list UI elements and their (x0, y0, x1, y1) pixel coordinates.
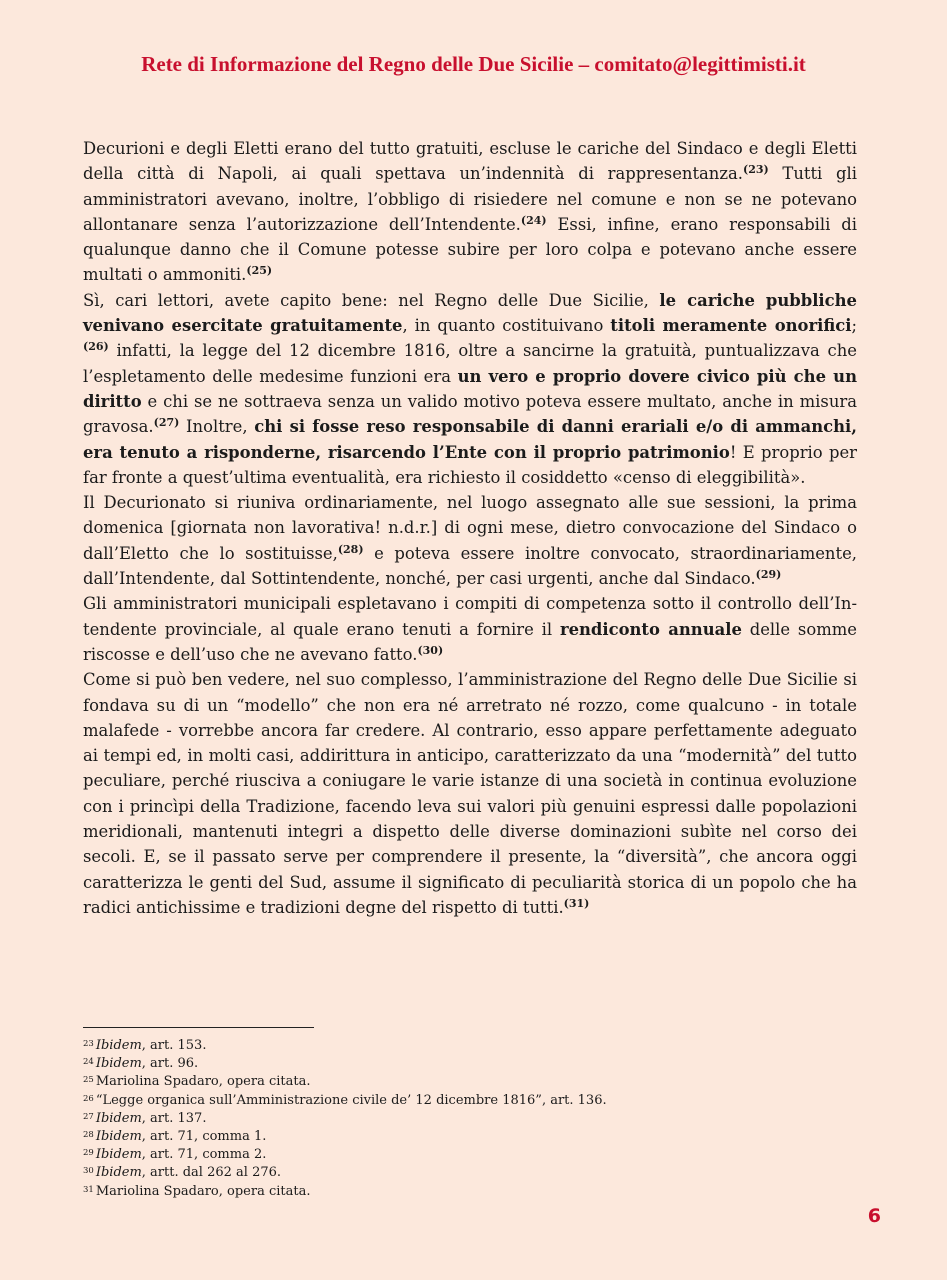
text-run: Essi, infine, erano responsabili di qualunque danno che il Comune potesse subire per loro colpa e potevano anche essere multati o ammoniti. (83, 214, 857, 285)
text-run: Come si può ben vedere, nel suo complesso, l’amministrazione del Regno delle Due Sicilie si fondava su di un “modello” che non era né arretrato né rozzo, come qualcuno - in totale malafede - vorrebbe ancora far credere. Al contrario, esso appare perfettamente adeguato ai tempi ed, in molti casi, addirittura in anticipo, caratterizzato da una “modernità” del tutto peculiare, perché riusciva a coniugare le varie istanze di una società in continua evoluzione con i princìpi della Tradizione, facendo leva sui valori più genuini espressi dalle popolazioni meridionali, mantenuti integri a dispetto delle diverse dominazioni subìte nel corso dei secoli. E, se il passato serve per comprendere il presente, la “diversità”, che ancora oggi caratterizza le genti del Sud, assume il significato di peculiarità storica di un popolo che ha radici antichissime e tradizioni degne del rispetto di tutti. (83, 670, 857, 917)
text-run: Gli amministratori municipali espletavano i compiti di competenza sotto il controllo dell’In-tendente provinciale, al quale erano tenuti a fornire il (83, 594, 857, 639)
footnote-number: 27 (83, 1111, 94, 1122)
text-run: Tutti gli amministratori avevano, inoltre, l’obbligo di risiedere nel comune e non se ne potevano allontanare senza l’autorizzazione dell’Intendente. (83, 164, 857, 234)
text-run: ; (851, 316, 857, 336)
text-run: e poteva essere inoltre convocato, straordinariamente, dall’Intendente, dal Sottintendente, nonché, per casi urgenti, anche dal Sindaco. (83, 543, 857, 589)
bold-text: chi si fosse reso responsabile di danni erariali e/o di ammanchi, era tenuto a risponderne, risarcendo l’Ente con il proprio patrimonio (83, 417, 857, 462)
text-run: infatti, la legge del 12 dicembre 1816, oltre a sancirne la gratuità, puntualizzava che l’espletamento delle medesime funzioni era (83, 341, 857, 386)
body-text (83, 136, 857, 920)
footnote-text: “Legge organica sull’Amministrazione civile de’ 12 dicembre 1816”, art. 136. (95, 1092, 607, 1108)
footnote-italic: Ibidem (95, 1110, 142, 1126)
footnote-italic: Ibidem (95, 1038, 142, 1053)
text-run: ! E proprio per far fronte a quest’ultima eventualità, era richiesto il cosiddetto «censo di eleggibilità». (83, 442, 858, 487)
footnote (83, 1073, 607, 1091)
text-run: delle somme riscosse e dell’uso che ne avevano fatto. (83, 619, 857, 664)
footnote-text: Mariolina Spadaro, opera citata. (95, 1183, 311, 1199)
footnote-reference: (24) (520, 213, 547, 227)
bold-text: un vero e proprio dovere civico più che un diritto (83, 366, 857, 411)
footnote-italic: Ibidem (95, 1165, 142, 1181)
body-paragraph (83, 136, 857, 288)
footnote (83, 1146, 607, 1164)
footnote-reference: (29) (755, 568, 782, 582)
footnote-number: 28 (83, 1130, 94, 1141)
footnote (83, 1110, 607, 1128)
footnote-reference: (27) (153, 416, 180, 430)
footnote-text: , art. 153. (141, 1038, 207, 1053)
footnote-number: 25 (83, 1075, 94, 1086)
footnote-number: 24 (83, 1057, 94, 1068)
footnote-italic: Ibidem (95, 1129, 142, 1145)
footnote-number: 31 (83, 1184, 94, 1195)
bold-text: rendiconto annuale (559, 619, 742, 639)
footnote-number: 23 (83, 1039, 94, 1049)
body-paragraph (83, 667, 857, 920)
text-run: Sì, cari lettori, avete capito bene: nel Regno delle Due Sicilie, (83, 290, 660, 310)
footnote-reference: (31) (563, 896, 590, 910)
body-paragraph (83, 288, 857, 490)
footnote-separator (83, 1027, 314, 1028)
footnote (83, 1164, 607, 1182)
text-run: e chi se ne sottraeva senza un valido motivo poteva essere multato, anche in misura gravosa. (83, 391, 857, 437)
footnote-number: 29 (83, 1148, 94, 1159)
footnote-text: Mariolina Spadaro, opera citata. (95, 1074, 311, 1090)
footnotes (83, 1037, 607, 1201)
footnote (83, 1092, 607, 1110)
bold-text: titoli meramente onorifici (610, 316, 852, 336)
footnote-text: , art. 96. (141, 1056, 199, 1072)
page-number: 6 (867, 1205, 881, 1227)
bold-text: le cariche pubbliche venivano esercitate gratuitamente (83, 290, 857, 336)
text-run: , in quanto costituivano (402, 316, 611, 336)
footnote-text: , artt. dal 262 al 276. (141, 1165, 282, 1181)
footnote-number: 30 (83, 1166, 94, 1177)
body-paragraph (83, 490, 857, 591)
footnote-reference: (30) (417, 643, 444, 657)
text-run: Decurioni e degli Eletti erano del tutto gratuiti, escluse le cariche del Sindaco e degli Eletti della città di Napoli, ai quali spettava un’indennità di rappresentanza. (83, 139, 857, 184)
footnote-number: 26 (83, 1093, 94, 1104)
text-run: Il Decurionato si riuniva ordinariamente, nel luogo assegnato alle sue sessioni, la prima domenica [giornata non lavorativa! n.d.r.] di ogni mese, dietro convocazione del Sindaco o dall’Eletto che lo sostituisse, (83, 493, 857, 563)
footnote-text: , art. 71, comma 1. (141, 1129, 267, 1145)
footnote (83, 1037, 607, 1055)
footnote-text: , art. 137. (141, 1110, 207, 1126)
footnote-reference: (23) (742, 163, 769, 177)
footnote (83, 1128, 607, 1146)
text-run: Inoltre, (179, 417, 255, 437)
footnote-text: , art. 71, comma 2. (141, 1147, 267, 1163)
footnote-italic: Ibidem (95, 1147, 142, 1163)
footnote-reference: (25) (246, 264, 273, 278)
page-header: Rete di Informazione del Regno delle Due Sicilie – comitato@legittimisti.it (141, 52, 806, 76)
footnote-reference: (26) (83, 340, 109, 354)
footnote-reference: (28) (337, 542, 364, 556)
footnote (83, 1055, 607, 1073)
footnote (83, 1183, 607, 1201)
footnote-italic: Ibidem (95, 1056, 142, 1072)
body-paragraph (83, 591, 857, 667)
